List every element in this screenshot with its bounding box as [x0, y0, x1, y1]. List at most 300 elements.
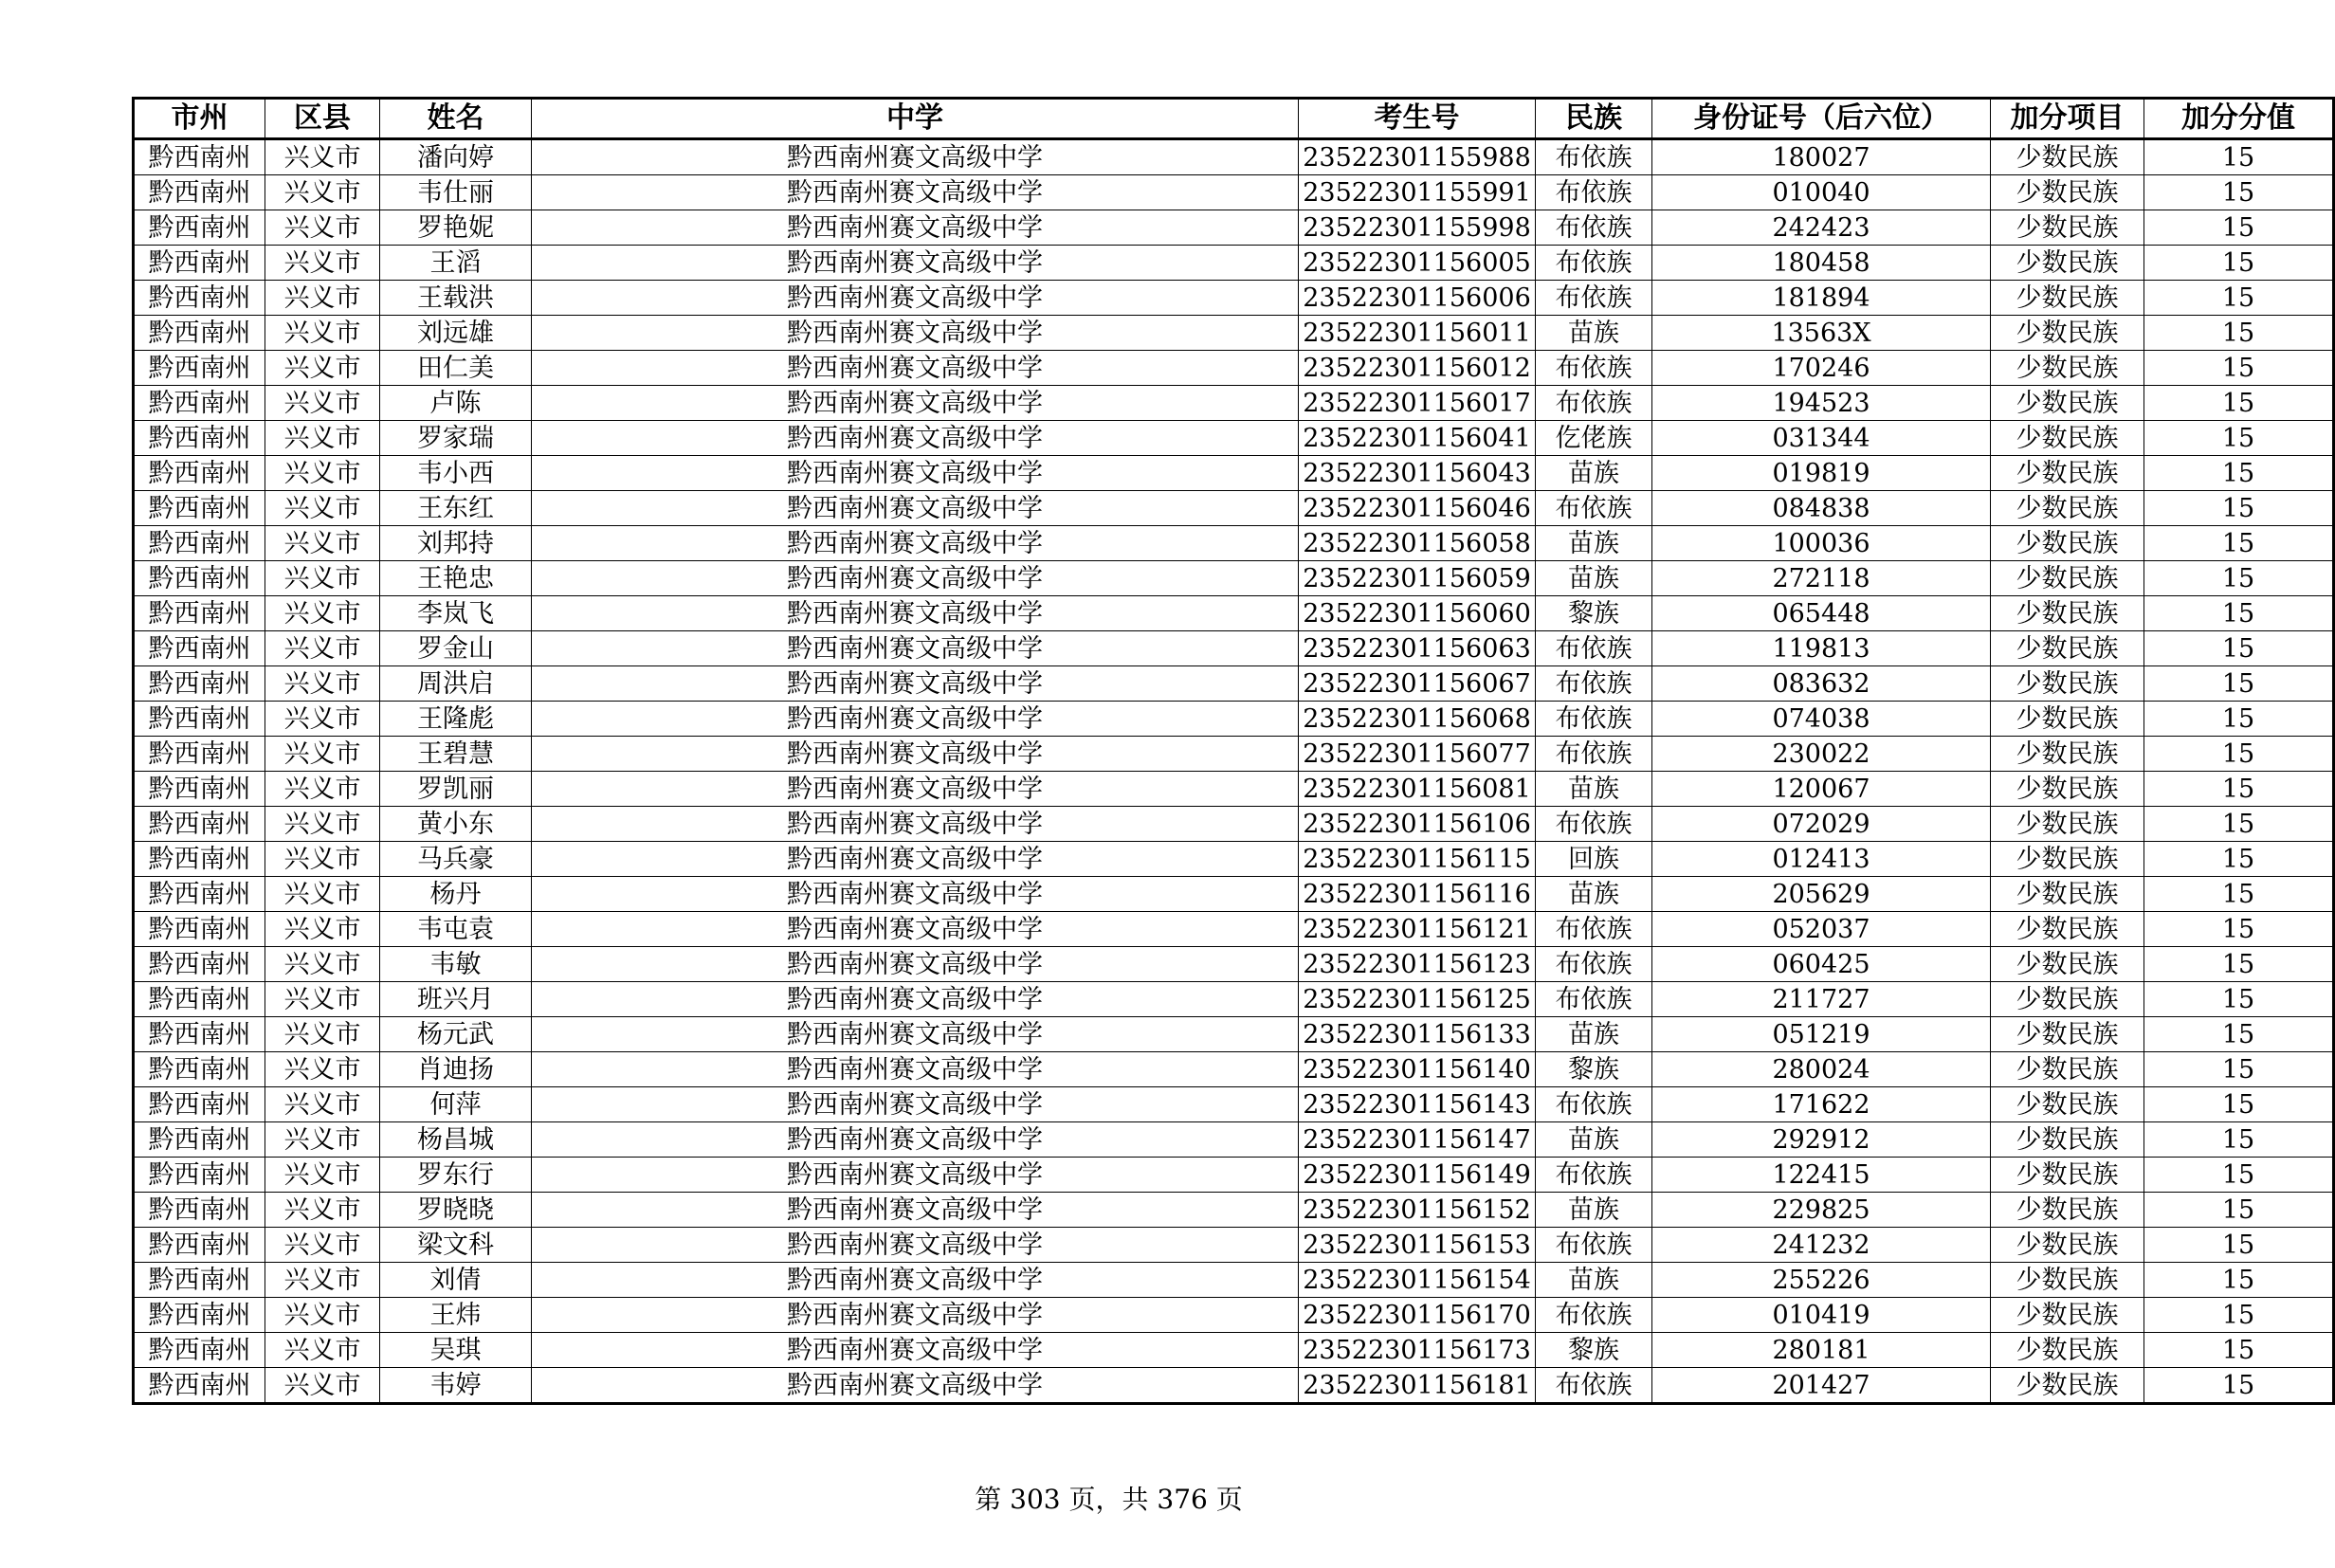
cell-bonus-item: 少数民族 [1991, 912, 2144, 947]
table-row [134, 1087, 2334, 1122]
table-row [134, 807, 2334, 842]
cell-school: 黔西南州赛文高级中学 [532, 281, 1299, 316]
cell-school: 黔西南州赛文高级中学 [532, 491, 1299, 526]
table-row [134, 456, 2334, 491]
cell-city: 黔西南州 [134, 1158, 265, 1193]
cell-bonus-item: 少数民族 [1991, 491, 2144, 526]
cell-city: 黔西南州 [134, 772, 265, 807]
cell-ethnicity: 布依族 [1536, 139, 1652, 175]
cell-city: 黔西南州 [134, 386, 265, 421]
cell-bonus-points: 15 [2144, 1263, 2334, 1298]
cell-exam-number: 23522301156116 [1299, 877, 1536, 912]
table-row [134, 1052, 2334, 1087]
cell-city: 黔西南州 [134, 702, 265, 737]
cell-name: 韦婷 [380, 1368, 532, 1404]
table-row [134, 772, 2334, 807]
cell-exam-number: 23522301156173 [1299, 1333, 1536, 1368]
cell-name: 田仁美 [380, 351, 532, 386]
cell-bonus-item: 少数民族 [1991, 1052, 2144, 1087]
cell-bonus-points: 15 [2144, 1017, 2334, 1052]
cell-bonus-item: 少数民族 [1991, 210, 2144, 246]
cell-ethnicity: 布依族 [1536, 246, 1652, 281]
cell-county: 兴义市 [265, 666, 380, 702]
cell-name: 周洪启 [380, 666, 532, 702]
cell-bonus-item: 少数民族 [1991, 281, 2144, 316]
cell-ethnicity: 布依族 [1536, 947, 1652, 982]
cell-school: 黔西南州赛文高级中学 [532, 210, 1299, 246]
header-county: 区县 [265, 99, 380, 139]
cell-id-last-six: 100036 [1652, 526, 1991, 561]
cell-id-last-six: 180027 [1652, 139, 1991, 175]
cell-exam-number: 23522301156147 [1299, 1122, 1536, 1158]
cell-bonus-item: 少数民族 [1991, 561, 2144, 596]
cell-ethnicity: 苗族 [1536, 1263, 1652, 1298]
cell-id-last-six: 255226 [1652, 1263, 1991, 1298]
cell-bonus-item: 少数民族 [1991, 631, 2144, 666]
cell-bonus-item: 少数民族 [1991, 1193, 2144, 1228]
cell-ethnicity: 黎族 [1536, 1052, 1652, 1087]
cell-county: 兴义市 [265, 351, 380, 386]
table-row [134, 210, 2334, 246]
cell-city: 黔西南州 [134, 877, 265, 912]
header-city: 市州 [134, 99, 265, 139]
cell-bonus-points: 15 [2144, 1052, 2334, 1087]
table-row [134, 1228, 2334, 1263]
table-body [134, 139, 2334, 1404]
cell-school: 黔西南州赛文高级中学 [532, 737, 1299, 772]
cell-exam-number: 23522301155998 [1299, 210, 1536, 246]
cell-bonus-item: 少数民族 [1991, 1017, 2144, 1052]
cell-id-last-six: 194523 [1652, 386, 1991, 421]
cell-id-last-six: 072029 [1652, 807, 1991, 842]
cell-county: 兴义市 [265, 139, 380, 175]
cell-name: 韦屯袁 [380, 912, 532, 947]
cell-ethnicity: 布依族 [1536, 1298, 1652, 1333]
cell-bonus-points: 15 [2144, 210, 2334, 246]
cell-id-last-six: 205629 [1652, 877, 1991, 912]
cell-bonus-item: 少数民族 [1991, 666, 2144, 702]
cell-bonus-points: 15 [2144, 737, 2334, 772]
cell-ethnicity: 布依族 [1536, 175, 1652, 210]
cell-id-last-six: 280024 [1652, 1052, 1991, 1087]
cell-school: 黔西南州赛文高级中学 [532, 947, 1299, 982]
cell-bonus-item: 少数民族 [1991, 386, 2144, 421]
cell-exam-number: 23522301156125 [1299, 982, 1536, 1017]
cell-name: 王碧慧 [380, 737, 532, 772]
cell-bonus-item: 少数民族 [1991, 139, 2144, 175]
cell-county: 兴义市 [265, 1193, 380, 1228]
cell-bonus-points: 15 [2144, 1158, 2334, 1193]
cell-ethnicity: 布依族 [1536, 982, 1652, 1017]
cell-school: 黔西南州赛文高级中学 [532, 596, 1299, 631]
cell-city: 黔西南州 [134, 1228, 265, 1263]
table-row [134, 316, 2334, 351]
cell-school: 黔西南州赛文高级中学 [532, 631, 1299, 666]
cell-county: 兴义市 [265, 281, 380, 316]
cell-school: 黔西南州赛文高级中学 [532, 702, 1299, 737]
cell-bonus-points: 15 [2144, 561, 2334, 596]
cell-name: 罗艳妮 [380, 210, 532, 246]
cell-name: 李岚飞 [380, 596, 532, 631]
cell-bonus-points: 15 [2144, 316, 2334, 351]
cell-bonus-points: 15 [2144, 702, 2334, 737]
cell-ethnicity: 苗族 [1536, 456, 1652, 491]
cell-bonus-item: 少数民族 [1991, 596, 2144, 631]
cell-ethnicity: 布依族 [1536, 737, 1652, 772]
cell-school: 黔西南州赛文高级中学 [532, 526, 1299, 561]
cell-id-last-six: 13563X [1652, 316, 1991, 351]
cell-bonus-points: 15 [2144, 947, 2334, 982]
cell-city: 黔西南州 [134, 947, 265, 982]
cell-county: 兴义市 [265, 737, 380, 772]
cell-city: 黔西南州 [134, 246, 265, 281]
cell-id-last-six: 010419 [1652, 1298, 1991, 1333]
cell-ethnicity: 布依族 [1536, 491, 1652, 526]
header-id-last-six: 身份证号（后六位） [1652, 99, 1991, 139]
cell-exam-number: 23522301156060 [1299, 596, 1536, 631]
cell-school: 黔西南州赛文高级中学 [532, 877, 1299, 912]
header-bonus-item: 加分项目 [1991, 99, 2144, 139]
cell-school: 黔西南州赛文高级中学 [532, 1158, 1299, 1193]
cell-name: 王艳忠 [380, 561, 532, 596]
cell-bonus-item: 少数民族 [1991, 246, 2144, 281]
cell-bonus-points: 15 [2144, 842, 2334, 877]
cell-city: 黔西南州 [134, 491, 265, 526]
cell-id-last-six: 181894 [1652, 281, 1991, 316]
cell-bonus-points: 15 [2144, 1298, 2334, 1333]
cell-bonus-points: 15 [2144, 1087, 2334, 1122]
cell-id-last-six: 241232 [1652, 1228, 1991, 1263]
cell-school: 黔西南州赛文高级中学 [532, 246, 1299, 281]
table-row [134, 631, 2334, 666]
cell-county: 兴义市 [265, 386, 380, 421]
cell-bonus-points: 15 [2144, 1193, 2334, 1228]
cell-ethnicity: 布依族 [1536, 351, 1652, 386]
table-row [134, 175, 2334, 210]
cell-bonus-item: 少数民族 [1991, 175, 2144, 210]
cell-ethnicity: 布依族 [1536, 386, 1652, 421]
cell-bonus-item: 少数民族 [1991, 526, 2144, 561]
cell-id-last-six: 019819 [1652, 456, 1991, 491]
cell-id-last-six: 012413 [1652, 842, 1991, 877]
table-row [134, 947, 2334, 982]
cell-exam-number: 23522301156058 [1299, 526, 1536, 561]
cell-school: 黔西南州赛文高级中学 [532, 982, 1299, 1017]
cell-school: 黔西南州赛文高级中学 [532, 842, 1299, 877]
cell-ethnicity: 苗族 [1536, 1017, 1652, 1052]
table-row [134, 386, 2334, 421]
cell-ethnicity: 黎族 [1536, 1333, 1652, 1368]
cell-ethnicity: 苗族 [1536, 772, 1652, 807]
cell-ethnicity: 布依族 [1536, 1228, 1652, 1263]
cell-city: 黔西南州 [134, 1298, 265, 1333]
cell-name: 王炜 [380, 1298, 532, 1333]
cell-exam-number: 23522301156143 [1299, 1087, 1536, 1122]
cell-name: 罗家瑞 [380, 421, 532, 456]
cell-city: 黔西南州 [134, 175, 265, 210]
cell-name: 班兴月 [380, 982, 532, 1017]
cell-bonus-item: 少数民族 [1991, 1158, 2144, 1193]
cell-school: 黔西南州赛文高级中学 [532, 666, 1299, 702]
cell-city: 黔西南州 [134, 139, 265, 175]
cell-county: 兴义市 [265, 316, 380, 351]
cell-exam-number: 23522301156046 [1299, 491, 1536, 526]
cell-exam-number: 23522301156041 [1299, 421, 1536, 456]
cell-bonus-points: 15 [2144, 877, 2334, 912]
cell-name: 马兵豪 [380, 842, 532, 877]
cell-exam-number: 23522301156152 [1299, 1193, 1536, 1228]
cell-city: 黔西南州 [134, 912, 265, 947]
cell-bonus-item: 少数民族 [1991, 772, 2144, 807]
table-header-row [134, 99, 2334, 139]
cell-ethnicity: 苗族 [1536, 526, 1652, 561]
cell-name: 王滔 [380, 246, 532, 281]
cell-city: 黔西南州 [134, 807, 265, 842]
cell-exam-number: 23522301156121 [1299, 912, 1536, 947]
table-row [134, 666, 2334, 702]
cell-bonus-points: 15 [2144, 281, 2334, 316]
cell-city: 黔西南州 [134, 982, 265, 1017]
cell-ethnicity: 布依族 [1536, 807, 1652, 842]
cell-ethnicity: 布依族 [1536, 1158, 1652, 1193]
cell-bonus-item: 少数民族 [1991, 877, 2144, 912]
header-name: 姓名 [380, 99, 532, 139]
cell-name: 杨昌城 [380, 1122, 532, 1158]
cell-exam-number: 23522301156170 [1299, 1298, 1536, 1333]
cell-exam-number: 23522301156149 [1299, 1158, 1536, 1193]
cell-county: 兴义市 [265, 1333, 380, 1368]
cell-city: 黔西南州 [134, 737, 265, 772]
cell-city: 黔西南州 [134, 351, 265, 386]
table-row [134, 561, 2334, 596]
cell-name: 罗金山 [380, 631, 532, 666]
cell-name: 何萍 [380, 1087, 532, 1122]
cell-exam-number: 23522301156115 [1299, 842, 1536, 877]
table-row [134, 1122, 2334, 1158]
cell-id-last-six: 074038 [1652, 702, 1991, 737]
table-row [134, 491, 2334, 526]
cell-school: 黔西南州赛文高级中学 [532, 912, 1299, 947]
cell-ethnicity: 苗族 [1536, 1193, 1652, 1228]
cell-city: 黔西南州 [134, 666, 265, 702]
header-school: 中学 [532, 99, 1299, 139]
table-row [134, 702, 2334, 737]
cell-school: 黔西南州赛文高级中学 [532, 1087, 1299, 1122]
cell-id-last-six: 170246 [1652, 351, 1991, 386]
cell-id-last-six: 292912 [1652, 1122, 1991, 1158]
cell-exam-number: 23522301156068 [1299, 702, 1536, 737]
cell-city: 黔西南州 [134, 1087, 265, 1122]
cell-county: 兴义市 [265, 1368, 380, 1404]
cell-county: 兴义市 [265, 772, 380, 807]
cell-city: 黔西南州 [134, 526, 265, 561]
table-row [134, 1263, 2334, 1298]
cell-county: 兴义市 [265, 246, 380, 281]
cell-id-last-six: 060425 [1652, 947, 1991, 982]
cell-city: 黔西南州 [134, 1122, 265, 1158]
cell-school: 黔西南州赛文高级中学 [532, 561, 1299, 596]
cell-bonus-points: 15 [2144, 491, 2334, 526]
cell-school: 黔西南州赛文高级中学 [532, 456, 1299, 491]
cell-ethnicity: 苗族 [1536, 316, 1652, 351]
table-row [134, 246, 2334, 281]
cell-school: 黔西南州赛文高级中学 [532, 1368, 1299, 1404]
cell-county: 兴义市 [265, 1017, 380, 1052]
cell-county: 兴义市 [265, 842, 380, 877]
cell-bonus-points: 15 [2144, 1333, 2334, 1368]
cell-bonus-item: 少数民族 [1991, 982, 2144, 1017]
cell-name: 罗东行 [380, 1158, 532, 1193]
table-row [134, 139, 2334, 175]
cell-bonus-item: 少数民族 [1991, 1087, 2144, 1122]
cell-id-last-six: 083632 [1652, 666, 1991, 702]
cell-exam-number: 23522301156133 [1299, 1017, 1536, 1052]
cell-name: 杨元武 [380, 1017, 532, 1052]
cell-city: 黔西南州 [134, 1368, 265, 1404]
cell-exam-number: 23522301156106 [1299, 807, 1536, 842]
cell-bonus-item: 少数民族 [1991, 1122, 2144, 1158]
cell-county: 兴义市 [265, 1052, 380, 1087]
cell-county: 兴义市 [265, 210, 380, 246]
table-row [134, 1333, 2334, 1368]
cell-bonus-item: 少数民族 [1991, 947, 2144, 982]
table-row [134, 421, 2334, 456]
cell-bonus-item: 少数民族 [1991, 737, 2144, 772]
cell-county: 兴义市 [265, 175, 380, 210]
cell-city: 黔西南州 [134, 561, 265, 596]
cell-city: 黔西南州 [134, 316, 265, 351]
cell-city: 黔西南州 [134, 1333, 265, 1368]
cell-id-last-six: 051219 [1652, 1017, 1991, 1052]
cell-bonus-item: 少数民族 [1991, 1298, 2144, 1333]
cell-ethnicity: 布依族 [1536, 1087, 1652, 1122]
cell-city: 黔西南州 [134, 281, 265, 316]
cell-bonus-points: 15 [2144, 772, 2334, 807]
cell-school: 黔西南州赛文高级中学 [532, 1193, 1299, 1228]
page-footer: 第 303 页，共 376 页 [975, 1484, 1243, 1515]
cell-ethnicity: 布依族 [1536, 702, 1652, 737]
cell-school: 黔西南州赛文高级中学 [532, 139, 1299, 175]
cell-id-last-six: 280181 [1652, 1333, 1991, 1368]
cell-school: 黔西南州赛文高级中学 [532, 1333, 1299, 1368]
cell-bonus-points: 15 [2144, 351, 2334, 386]
cell-county: 兴义市 [265, 526, 380, 561]
table-row [134, 1298, 2334, 1333]
cell-name: 刘邦持 [380, 526, 532, 561]
cell-bonus-points: 15 [2144, 912, 2334, 947]
cell-exam-number: 23522301156059 [1299, 561, 1536, 596]
cell-city: 黔西南州 [134, 1017, 265, 1052]
cell-ethnicity: 布依族 [1536, 210, 1652, 246]
cell-school: 黔西南州赛文高级中学 [532, 386, 1299, 421]
table-row [134, 1193, 2334, 1228]
cell-county: 兴义市 [265, 491, 380, 526]
cell-school: 黔西南州赛文高级中学 [532, 772, 1299, 807]
cell-exam-number: 23522301156181 [1299, 1368, 1536, 1404]
cell-id-last-six: 211727 [1652, 982, 1991, 1017]
cell-exam-number: 23522301155991 [1299, 175, 1536, 210]
cell-ethnicity: 苗族 [1536, 1122, 1652, 1158]
cell-county: 兴义市 [265, 1298, 380, 1333]
cell-bonus-points: 15 [2144, 246, 2334, 281]
cell-county: 兴义市 [265, 912, 380, 947]
cell-city: 黔西南州 [134, 456, 265, 491]
cell-bonus-item: 少数民族 [1991, 702, 2144, 737]
cell-bonus-points: 15 [2144, 596, 2334, 631]
cell-city: 黔西南州 [134, 421, 265, 456]
cell-ethnicity: 苗族 [1536, 561, 1652, 596]
cell-name: 王东红 [380, 491, 532, 526]
cell-exam-number: 23522301155988 [1299, 139, 1536, 175]
cell-ethnicity: 布依族 [1536, 666, 1652, 702]
cell-exam-number: 23522301156011 [1299, 316, 1536, 351]
cell-bonus-points: 15 [2144, 526, 2334, 561]
cell-city: 黔西南州 [134, 210, 265, 246]
cell-exam-number: 23522301156005 [1299, 246, 1536, 281]
cell-bonus-item: 少数民族 [1991, 842, 2144, 877]
cell-school: 黔西南州赛文高级中学 [532, 421, 1299, 456]
header-ethnicity: 民族 [1536, 99, 1652, 139]
cell-bonus-points: 15 [2144, 456, 2334, 491]
cell-bonus-points: 15 [2144, 139, 2334, 175]
cell-name: 潘向婷 [380, 139, 532, 175]
cell-name: 杨丹 [380, 877, 532, 912]
cell-county: 兴义市 [265, 1122, 380, 1158]
cell-name: 王载洪 [380, 281, 532, 316]
cell-city: 黔西南州 [134, 596, 265, 631]
cell-county: 兴义市 [265, 1158, 380, 1193]
cell-bonus-points: 15 [2144, 175, 2334, 210]
cell-name: 韦小西 [380, 456, 532, 491]
cell-exam-number: 23522301156067 [1299, 666, 1536, 702]
cell-bonus-item: 少数民族 [1991, 807, 2144, 842]
cell-ethnicity: 布依族 [1536, 281, 1652, 316]
cell-exam-number: 23522301156012 [1299, 351, 1536, 386]
cell-id-last-six: 122415 [1652, 1158, 1991, 1193]
cell-county: 兴义市 [265, 877, 380, 912]
cell-ethnicity: 黎族 [1536, 596, 1652, 631]
cell-school: 黔西南州赛文高级中学 [532, 807, 1299, 842]
cell-name: 卢陈 [380, 386, 532, 421]
cell-id-last-six: 010040 [1652, 175, 1991, 210]
cell-exam-number: 23522301156153 [1299, 1228, 1536, 1263]
cell-name: 肖迪扬 [380, 1052, 532, 1087]
cell-name: 韦仕丽 [380, 175, 532, 210]
cell-id-last-six: 084838 [1652, 491, 1991, 526]
cell-exam-number: 23522301156154 [1299, 1263, 1536, 1298]
cell-id-last-six: 201427 [1652, 1368, 1991, 1404]
cell-bonus-item: 少数民族 [1991, 351, 2144, 386]
cell-school: 黔西南州赛文高级中学 [532, 1017, 1299, 1052]
cell-county: 兴义市 [265, 561, 380, 596]
cell-bonus-points: 15 [2144, 1228, 2334, 1263]
cell-id-last-six: 230022 [1652, 737, 1991, 772]
table-row [134, 526, 2334, 561]
cell-exam-number: 23522301156077 [1299, 737, 1536, 772]
cell-ethnicity: 布依族 [1536, 912, 1652, 947]
cell-bonus-points: 15 [2144, 666, 2334, 702]
table-row [134, 1017, 2334, 1052]
cell-county: 兴义市 [265, 456, 380, 491]
cell-school: 黔西南州赛文高级中学 [532, 1263, 1299, 1298]
table-row [134, 1368, 2334, 1404]
table-row [134, 877, 2334, 912]
cell-county: 兴义市 [265, 702, 380, 737]
cell-ethnicity: 布依族 [1536, 1368, 1652, 1404]
cell-city: 黔西南州 [134, 1052, 265, 1087]
cell-bonus-item: 少数民族 [1991, 1333, 2144, 1368]
cell-bonus-points: 15 [2144, 631, 2334, 666]
